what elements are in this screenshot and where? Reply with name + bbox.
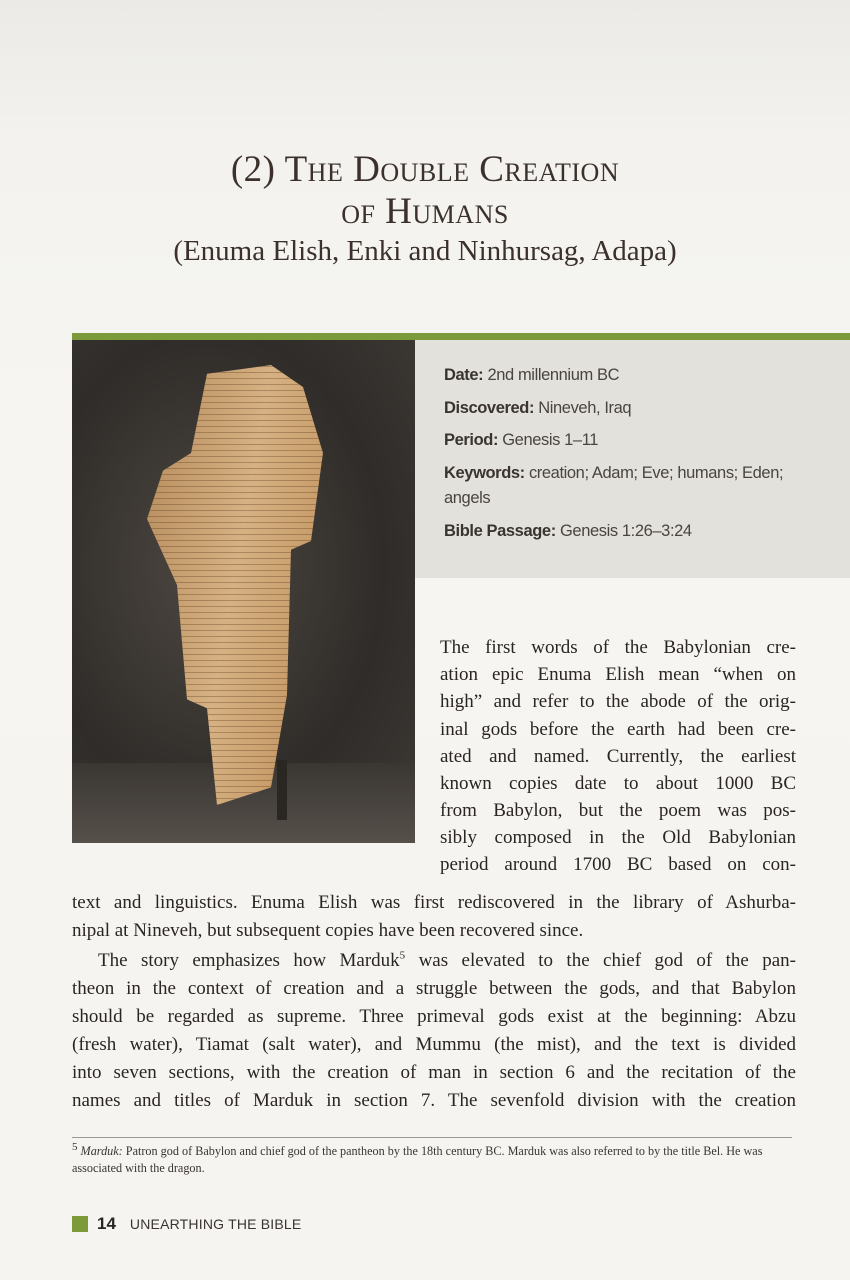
body-line: The first words of the Babylonian cre-	[440, 637, 796, 658]
book-title: UNEARTHING THE BIBLE	[129, 1216, 302, 1232]
body-line: theon in the context of creation and a struggle between the gods, and that Babylon	[72, 978, 796, 999]
footer-square-icon	[72, 1216, 88, 1232]
body-line: text and linguistics. Enuma Elish was first rediscovered in the library of Ashurba-	[72, 892, 796, 913]
body-line: into seven sections, with the creation of man in section 6 and the recitation of the	[72, 1062, 796, 1083]
footnote-divider	[72, 1137, 792, 1138]
accent-divider	[72, 333, 850, 340]
fact-box	[415, 340, 850, 578]
tablet-stand	[277, 760, 287, 820]
body-line: ation epic Enuma Elish mean “when on	[440, 664, 796, 685]
fact-discovered: Discovered: Nineveh, Iraq	[444, 399, 632, 417]
fact-period: Period: Genesis 1–11	[444, 431, 599, 449]
page-number: 14	[97, 1214, 116, 1233]
body-line: inal gods before the earth had been cre-	[440, 719, 796, 740]
body-line: from Babylon, but the poem was pos-	[440, 800, 796, 821]
footnote-ref: 5	[399, 949, 406, 962]
clay-tablet	[147, 365, 347, 805]
body-line: high” and refer to the abode of the orig-	[440, 691, 796, 712]
body-line: known copies date to about 1000 BC	[440, 773, 796, 794]
fact-date: Date: 2nd millennium BC	[444, 366, 620, 384]
body-line: period around 1700 BC based on con-	[440, 854, 796, 875]
page-footer	[72, 1214, 301, 1234]
body-line: should be regarded as supreme. Three primeval gods exist at the beginning: Abzu	[72, 1006, 796, 1027]
body-line: ated and named. Currently, the earliest	[440, 746, 796, 767]
cuneiform-tablet-photo	[72, 340, 415, 843]
body-line: nipal at Nineveh, but subsequent copies have been recovered since.	[72, 920, 584, 941]
fact-bible-passage: Bible Passage: Genesis 1:26–3:24	[444, 522, 692, 540]
footnote: $^5$ Marduk: Patron god of Babylon and chief god of the pantheon by the 18th century BC. Marduk was also referred to by the title Bel. He was associated with the dragon.	[72, 1140, 763, 1175]
fact-keywords: Keywords: creation; Adam; Eve; humans; Eden; angels	[444, 464, 784, 507]
body-line: The story emphasizes how Marduk$^5$ was elevated to the chief god of the pan-	[98, 949, 796, 971]
chapter-title-line2: of Humans	[341, 191, 509, 232]
body-line: (fresh water), Tiamat (salt water), and Mummu (the mist), and the text is divided	[72, 1034, 796, 1055]
body-line: sibly composed in the Old Babylonian	[440, 827, 796, 848]
body-line: names and titles of Marduk in section 7. The sevenfold division with the creation	[72, 1090, 796, 1111]
chapter-title: (2) The Double Creation	[230, 149, 620, 190]
chapter-subtitle: (Enuma Elish, Enki and Ninhursag, Adapa)	[173, 235, 677, 267]
